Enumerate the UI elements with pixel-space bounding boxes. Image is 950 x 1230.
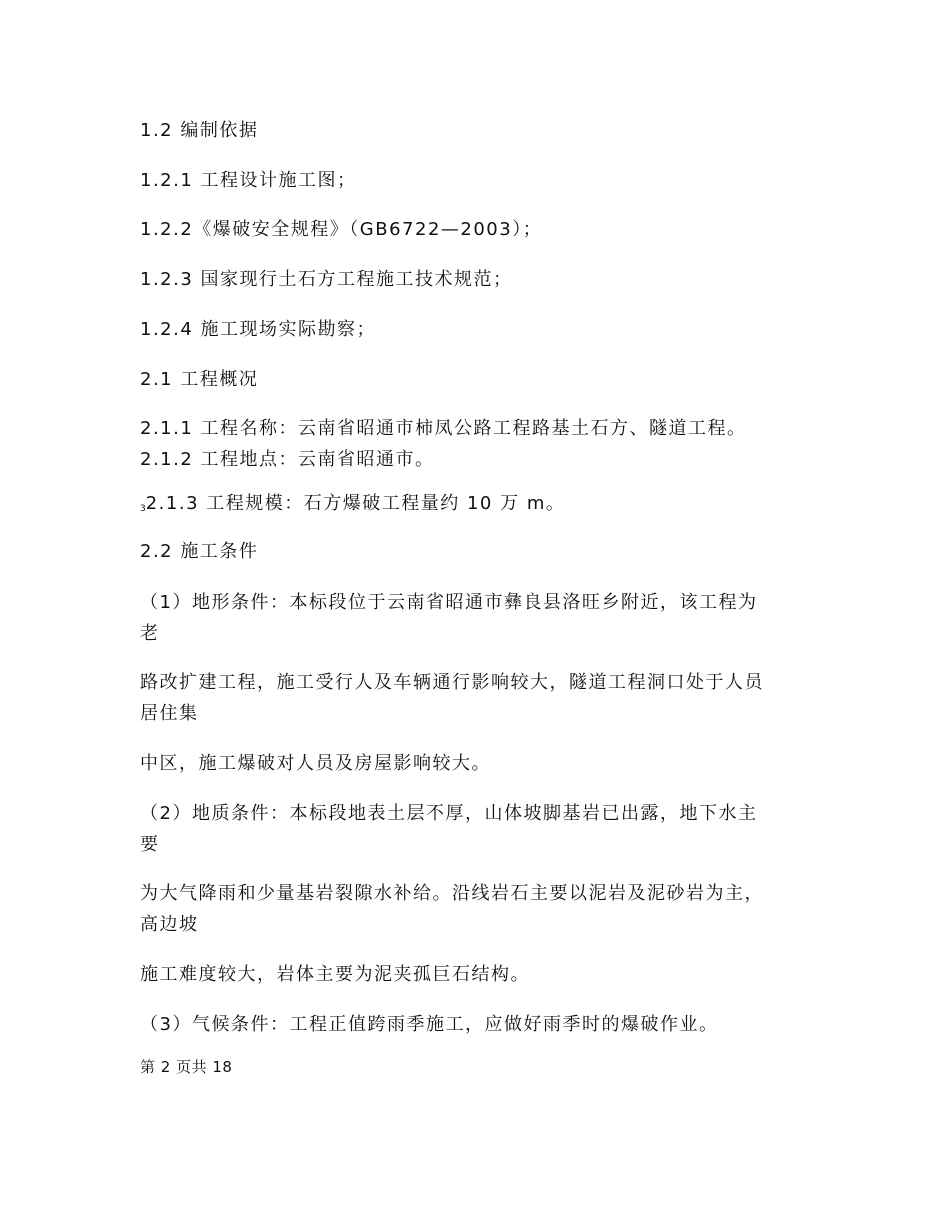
item-2-1-2: 2.1.2 工程地点：云南省昭通市。 — [140, 449, 435, 470]
heading-2-1: 2.1 工程概况 — [140, 369, 259, 390]
terrain-line-3: 路改扩建工程，施工受行人及车辆通行影响较大，隧道工程洞口处于人员 — [140, 672, 764, 693]
item-2-1-3 — [140, 493, 820, 518]
terrain-line-4: 居住集 — [140, 703, 199, 724]
item-1-2-4: 1.2.4 施工现场实际勘察； — [140, 319, 377, 340]
heading-1-2: 1.2 编制依据 — [140, 120, 259, 141]
geology-line-5: 施工难度较大，岩体主要为泥夹孤巨石结构。 — [140, 964, 530, 985]
terrain-line-1: （1）地形条件：本标段位于云南省昭通市彝良县洛旺乡附近，该工程为 — [140, 592, 758, 613]
geology-line-3: 为大气降雨和少量基岩裂隙水补给。沿线岩石主要以泥岩及泥砂岩为主， — [140, 883, 764, 904]
geology-line-1: （2）地质条件：本标段地表土层不厚，山体坡脚基岩已出露，地下水主 — [140, 803, 758, 824]
item-2-1-3-text: 2.1.3 工程规模：石方爆破工程量约 10 万 m。 — [145, 493, 566, 514]
geology-line-2: 要 — [140, 834, 160, 855]
item-1-2-3: 1.2.3 国家现行土石方工程施工技术规范； — [140, 269, 513, 290]
terrain-line-5: 中区，施工爆破对人员及房屋影响较大。 — [140, 753, 491, 774]
item-1-2-2: 1.2.2《爆破安全规程》（GB6722—2003）； — [140, 219, 543, 240]
superscript-mark: 3 — [140, 504, 146, 514]
item-1-2-1: 1.2.1 工程设计施工图； — [140, 170, 357, 191]
page-footer: 第 2 页共 18 — [140, 1058, 233, 1076]
heading-2-2: 2.2 施工条件 — [140, 541, 259, 562]
terrain-line-2: 老 — [140, 623, 160, 644]
item-2-1-1: 2.1.1 工程名称：云南省昭通市柿凤公路工程路基土石方、隧道工程。 — [140, 418, 747, 439]
geology-line-4: 高边坡 — [140, 914, 199, 935]
climate-line: （3）气候条件：工程正值跨雨季施工，应做好雨季时的爆破作业。 — [140, 1014, 719, 1035]
